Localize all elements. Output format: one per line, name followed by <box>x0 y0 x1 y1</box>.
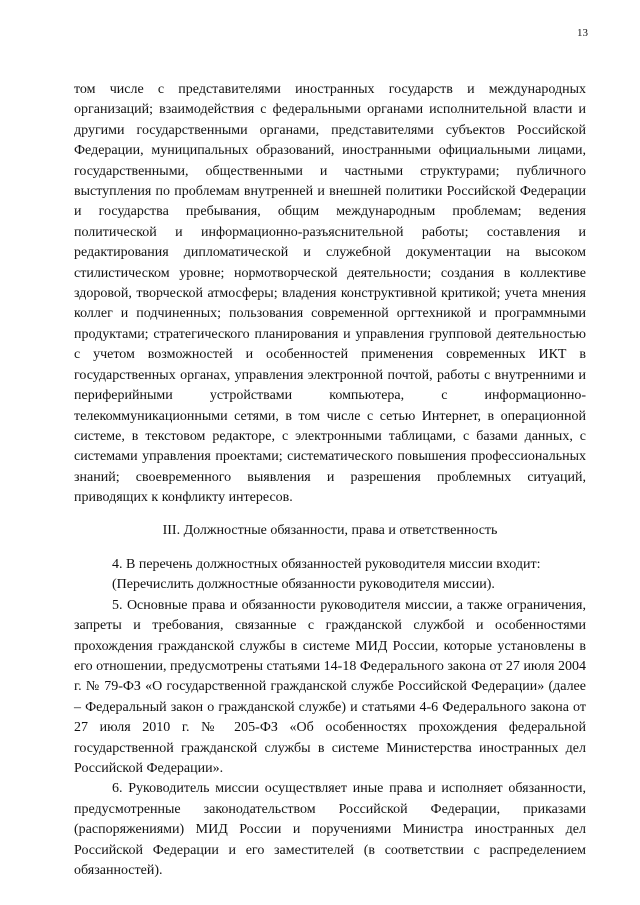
section-heading: III. Должностные обязанности, права и ответственность <box>162 522 498 538</box>
paragraph-item-4-note: (Перечислить должностные обязанности руководителя миссии). <box>112 577 495 593</box>
paragraph-item-5: 5. Основные права и обязанности руководителя миссии, а также ограничения, запреты и требования, связанные с гражданской службой и особенностями прохождения гражданской службы в системе МИД России, которые установлены в его отношении, предусмотрены статьями 14-18 Федерального закона от 27 июля 2004 г. № 79-ФЗ «О государственной гражданской службе Российской Федерации» (далее – Федеральный закон о гражданской службе) и статьями 4-6 Федерального закона от 27 июля 2010 г. № 205-ФЗ «Об особенностях прохождения федеральной государственной гражданской службы в системе Министерства иностранных дел Российской Федерации». <box>74 597 586 776</box>
page-number: 13 <box>577 27 588 39</box>
paragraph-item-6: 6. Руководитель миссии осуществляет иные права и исполняет обязанности, предусмотренные законодательством Российской Федерации, приказами (распоряжениями) МИД России и поручениями Министра иностранных дел Российской Федерации и его заместителей (в соответствии с распределением обязанностей). <box>74 781 586 879</box>
document-body <box>74 80 586 881</box>
paragraph-continuation: том числе с представителями иностранных государств и международных организаций; взаимодействия с федеральными органами исполнительной власти и другими государственными органами, представителями субъектов Российской Федерации, муниципальных образований, иностранными официальными лицами, государственными, общественными и частными структурами; публичного выступления по проблемам внутренней и внешней политики Российской Федерации и государства пребывания, общим международным проблемам; ведения политической и информационно-разъяснительной работы; составления и редактирования дипломатической и служебной документации на высоком стилистическом уровне; нормотворческой деятельности; создания в коллективе здоровой, творческой атмосферы; владения конструктивной критикой; учета мнения коллег и подчиненных; пользования современной оргтехникой и программными продуктами; стратегического планирования и управления групповой деятельностью с учетом возможностей и особенностей применения современных ИКТ в государственных органах, управления электронной почтой, работы с внутренними и периферийными устройствами компьютера, с информационно-телекоммуникационными сетями, в том числе с сетью Интернет, в операционной системе, в текстовом редакторе, с электронными таблицами, с базами данных, с системами управления проектами; систематического повышения профессиональных знаний; своевременного выявления и разрешения проблемных ситуаций, приводящих к конфликту интересов. <box>74 82 586 506</box>
paragraph-item-4: 4. В перечень должностных обязанностей руководителя миссии входит: <box>112 556 541 572</box>
